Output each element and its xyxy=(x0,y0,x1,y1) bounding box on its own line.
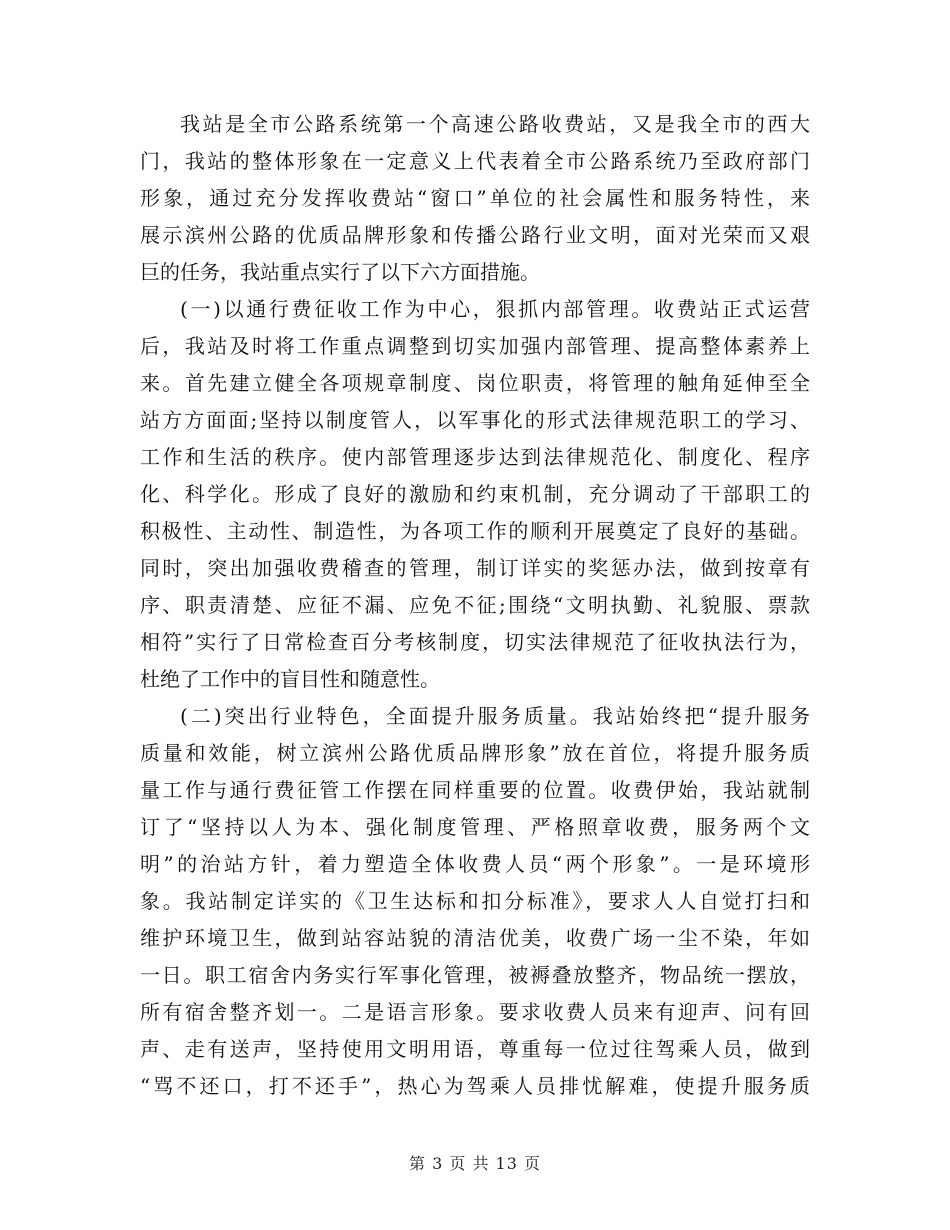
text-line: 质量和效能，树立滨州公路优质品牌形象”放在首位，将提升服务质 xyxy=(140,741,810,765)
page-footer: 第 3 页 共 13 页 xyxy=(409,1154,541,1173)
text-line: 来。首先建立健全各项规章制度、岗位职责，将管理的触角延伸至全 xyxy=(140,371,810,395)
text-line: 我站是全市公路系统第一个高速公路收费站，又是我全市的西大 xyxy=(180,112,810,136)
text-line: 一日。职工宿舍内务实行军事化管理，被褥叠放整齐，物品统一摆放， xyxy=(140,963,810,987)
text-line: 工作和生活的秩序。使内部管理逐步达到法律规范化、制度化、程序 xyxy=(140,445,810,469)
text-line: (一)以通行费征收工作为中心，狠抓内部管理。收费站正式运营 xyxy=(180,297,810,321)
text-line: 门，我站的整体形象在一定意义上代表着全市公路系统乃至政府部门 xyxy=(140,149,810,173)
text-line: (二)突出行业特色，全面提升服务质量。我站始终把“提升服务 xyxy=(180,704,810,728)
text-line: 维护环境卫生，做到站容站貌的清洁优美，收费广场一尘不染，年如 xyxy=(140,926,810,950)
text-line: 量工作与通行费征管工作摆在同样重要的位置。收费伊始，我站就制 xyxy=(140,778,810,802)
paragraph xyxy=(140,291,810,698)
text-line: 所有宿舍整齐划一。二是语言形象。要求收费人员来有迎声、问有回 xyxy=(140,1000,810,1024)
paragraph xyxy=(140,698,810,1105)
text-line: 杜绝了工作中的盲目性和随意性。 xyxy=(140,667,440,691)
text-line: 序、职责清楚、应征不漏、应免不征;围绕“文明执勤、礼貌服、票款 xyxy=(140,593,810,617)
text-line: “骂不还口，打不还手”，热心为驾乘人员排忧解难，使提升服务质 xyxy=(140,1074,810,1098)
text-line: 明”的治站方针，着力塑造全体收费人员“两个形象”。一是环境形 xyxy=(140,852,810,876)
text-line: 后，我站及时将工作重点调整到切实加强内部管理、提高整体素养上 xyxy=(140,334,810,358)
text-line: 化、科学化。形成了良好的激励和约束机制，充分调动了干部职工的 xyxy=(140,482,810,506)
text-line: 订了“坚持以人为本、强化制度管理、严格照章收费，服务两个文 xyxy=(140,815,810,839)
text-line: 形象，通过充分发挥收费站“窗口”单位的社会属性和服务特性，来 xyxy=(140,186,810,210)
paragraph xyxy=(140,106,810,291)
text-line: 同时，突出加强收费稽查的管理，制订详实的奖惩办法，做到按章有 xyxy=(140,556,810,580)
text-line: 声、走有送声，坚持使用文明用语，尊重每一位过往驾乘人员，做到 xyxy=(140,1037,810,1061)
document-body xyxy=(140,106,810,1105)
text-line: 象。我站制定详实的《卫生达标和扣分标准》，要求人人自觉打扫和 xyxy=(140,889,810,913)
text-line: 积极性、主动性、制造性，为各项工作的顺利开展奠定了良好的基础。 xyxy=(140,519,810,543)
text-line: 站方方面面;坚持以制度管人，以军事化的形式法律规范职工的学习、 xyxy=(140,408,810,432)
text-line: 相符”实行了日常检查百分考核制度，切实法律规范了征收执法行为， xyxy=(140,630,810,654)
text-line: 巨的任务，我站重点实行了以下六方面措施。 xyxy=(140,260,540,284)
text-line: 展示滨州公路的优质品牌形象和传播公路行业文明，面对光荣而又艰 xyxy=(140,223,810,247)
